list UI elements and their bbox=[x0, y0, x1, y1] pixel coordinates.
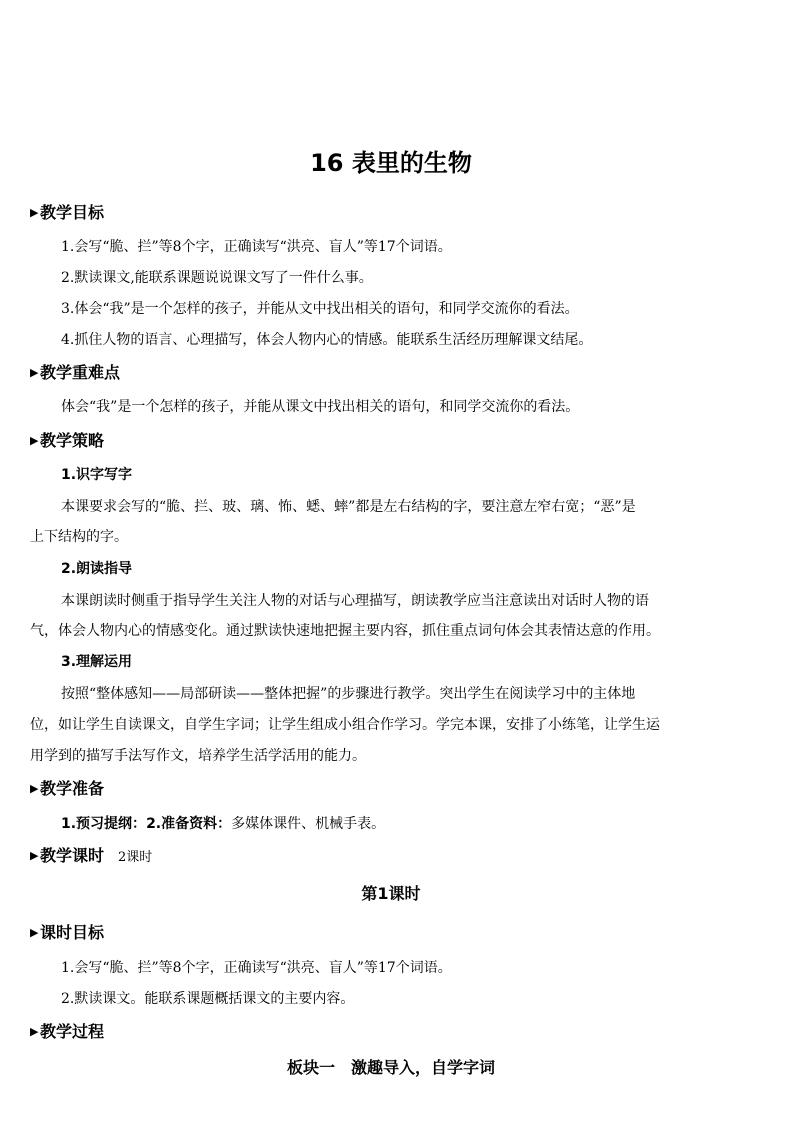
key-points-text: 体会“我”是一个怎样的孩子，并能从课文中找出相关的语句，和同学交流你的看法。 bbox=[61, 399, 580, 415]
page-title: 16 表里的生物 bbox=[310, 149, 472, 177]
lesson-goal-item: 2.默读课文。能联系课题概括课文的主要内容。 bbox=[61, 991, 355, 1007]
triangle-bullet-icon: ▶ bbox=[30, 206, 39, 219]
preparation-label-materials: 2.准备资料： bbox=[146, 816, 232, 832]
subheading-reading: 2.朗读指导 bbox=[61, 561, 133, 577]
subheading-literacy: 1.识字写字 bbox=[61, 467, 133, 483]
section-heading-process: ▶教学过程 bbox=[30, 1022, 105, 1041]
paragraph-line: 位，如让学生自读课文，自学生字词；让学生组成小组合作学习。学完本课，安排了小练笔，让学生运 bbox=[30, 717, 660, 733]
paragraph-line: 本课朗读时侧重于指导学生关注人物的对话与心理描写，朗读教学应当注意读出对话时人物的语 bbox=[61, 593, 649, 609]
preparation-line bbox=[30, 813, 783, 835]
preparation-text: 多媒体课件、机械手表。 bbox=[231, 816, 386, 832]
triangle-bullet-icon: ▶ bbox=[30, 1025, 39, 1038]
triangle-bullet-icon: ▶ bbox=[30, 926, 39, 939]
subheading-application: 3.理解运用 bbox=[61, 654, 133, 670]
goal-item: 2.默读课文,能联系课题说说课文写了一件什么事。 bbox=[61, 270, 373, 286]
goal-item: 3.体会“我”是一个怎样的孩子，并能从文中找出相关的语句，和同学交流你的看法。 bbox=[61, 301, 579, 317]
paragraph-line: 按照“整体感知——局部研读——整体把握”的步骤进行教学。突出学生在阅读学习中的主体地 bbox=[61, 686, 636, 702]
preparation-label-outline: 1.预习提纲： bbox=[61, 816, 147, 832]
lesson-title: 第1课时 bbox=[361, 884, 421, 903]
paragraph-line: 本课要求会写的“脆、拦、玻、璃、怖、蟋、蟀”都是左右结构的字，要注意左窄右宽；“恶”是 bbox=[61, 499, 636, 515]
paragraph-line: 用学到的描写手法写作文，培养学生活学活用的能力。 bbox=[30, 748, 366, 764]
section-heading-key-points: ▶教学重难点 bbox=[30, 363, 121, 382]
lesson-goal-item: 1.会写“脆、拦”等8个字，正确读写“洪亮、盲人”等17个词语。 bbox=[61, 960, 452, 976]
block-title: 板块一 激趣导入，自学字词 bbox=[286, 1058, 495, 1077]
section-heading-lesson-goals: ▶课时目标 bbox=[30, 923, 105, 942]
paragraph-line: 气，体会人物内心的情感变化。通过默读快速地把握主要内容，抓住重点词句体会其表情达意的作用。 bbox=[30, 623, 660, 639]
goal-item: 4.抓住人物的语言、心理描写，体会人物内心的情感。能联系生活经历理解课文结尾。 bbox=[61, 332, 593, 348]
triangle-bullet-icon: ▶ bbox=[30, 366, 39, 379]
section-heading-preparation: ▶教学准备 bbox=[30, 779, 105, 798]
paragraph-line: 上下结构的字。 bbox=[30, 529, 128, 545]
triangle-bullet-icon: ▶ bbox=[30, 849, 39, 862]
class-hours-value: 2课时 bbox=[118, 850, 153, 865]
section-heading-class-hours: ▶教学课时 2课时 bbox=[30, 846, 153, 865]
section-heading-goals: ▶教学目标 bbox=[30, 203, 105, 222]
goal-item: 1.会写“脆、拦”等8个字，正确读写“洪亮、盲人”等17个词语。 bbox=[61, 239, 452, 255]
section-heading-strategy: ▶教学策略 bbox=[30, 431, 105, 450]
triangle-bullet-icon: ▶ bbox=[30, 782, 39, 795]
triangle-bullet-icon: ▶ bbox=[30, 434, 39, 447]
